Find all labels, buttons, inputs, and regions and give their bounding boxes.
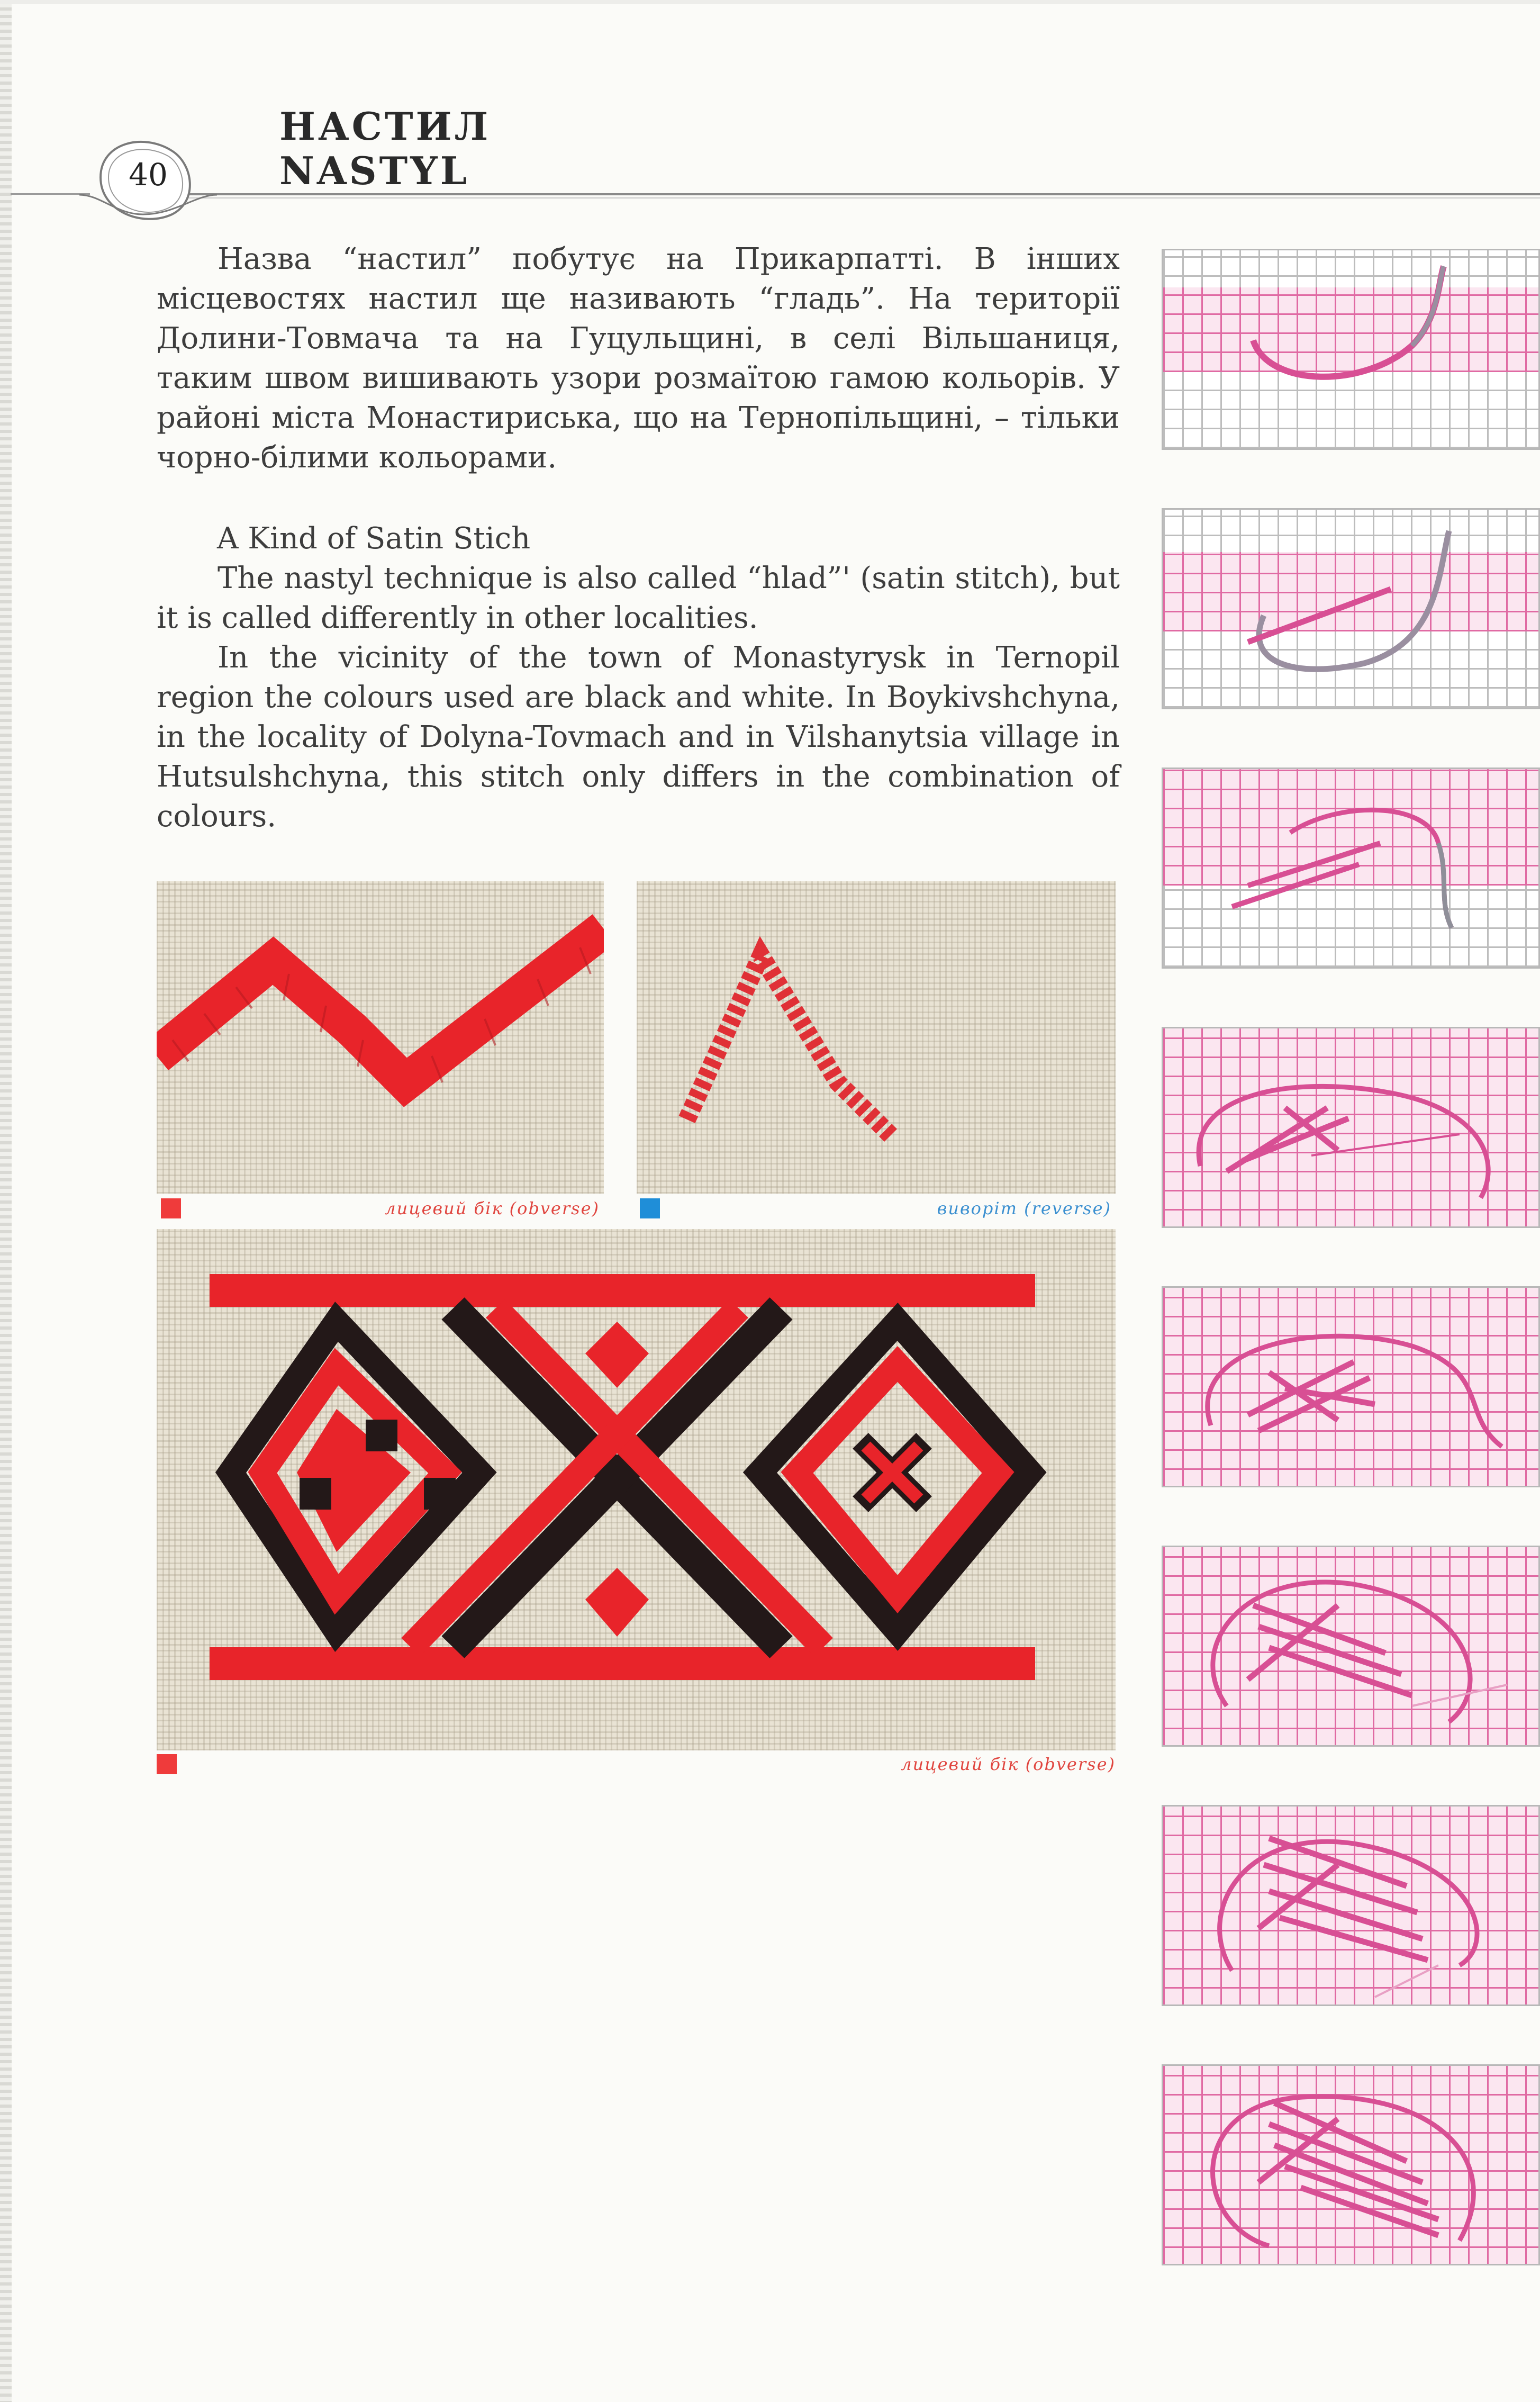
needle-step-1-icon [1163, 250, 1540, 450]
photo-reverse-zigzag [637, 881, 1116, 1194]
reverse-marker-icon [640, 1198, 660, 1218]
header-rule [188, 193, 1540, 198]
stitch-step-3 [1162, 767, 1540, 969]
page-number: 40 [129, 157, 168, 193]
stitch-step-5 [1162, 1286, 1540, 1487]
caption-obverse-bottom: лицевий бік (obverse) [901, 1754, 1116, 1774]
caption-row-obverse-top [157, 1197, 604, 1221]
english-subtitle: A Kind of Satin Stich [217, 521, 531, 556]
stitch-step-6 [1162, 1546, 1540, 1747]
english-paragraph-2: In the vicinity of the town of Monastyrysk in Ternopil region the colours used are black and white. In Boykivshchyna, in the locality of Dolyna-Tovmach and in Vilshanytsia village in Hutsulshchyna, this stitch only differs in the combination of colours. [157, 640, 1120, 834]
caption-row-reverse [637, 1197, 1116, 1221]
english-paragraph-1: The nastyl technique is also called “hlad”' (satin stitch), but it is called differently in other localities. [157, 561, 1120, 635]
stitch-step-8 [1162, 2064, 1540, 2265]
stitch-step-4 [1162, 1027, 1540, 1228]
needle-step-2-icon [1163, 510, 1540, 709]
caption-reverse: виворіт (reverse) [937, 1198, 1111, 1218]
caption-obverse-top: лицевий бік (obverse) [385, 1198, 600, 1218]
stitch-diagrams-column [1162, 249, 1540, 2340]
header-rule-left [11, 193, 90, 195]
stitch-step-2 [1162, 508, 1540, 709]
english-description [157, 558, 1120, 836]
needle-step-6-icon [1163, 1547, 1540, 1747]
obverse-marker-icon [161, 1198, 181, 1218]
stitch-step-1 [1162, 249, 1540, 450]
needle-step-7-icon [1163, 1807, 1540, 2006]
ukrainian-description [157, 239, 1120, 477]
page-title-ukrainian: НАСТИЛ [279, 104, 491, 149]
photo-obverse-pattern [157, 1229, 1116, 1750]
obverse-marker-icon [157, 1754, 177, 1774]
stitch-step-7 [1162, 1805, 1540, 2006]
needle-step-4-icon [1163, 1028, 1540, 1228]
book-binding-edge [0, 0, 12, 2402]
page-title-english: NASTYL [279, 148, 470, 193]
needle-step-3-icon [1163, 769, 1540, 969]
top-edge [0, 0, 1540, 4]
needle-step-5-icon [1163, 1288, 1540, 1487]
photo-obverse-zigzag [157, 881, 604, 1194]
needle-step-8-icon [1163, 2066, 1540, 2265]
caption-row-obverse-bottom [157, 1753, 1116, 1776]
ukrainian-paragraph: Назва “настил” побутує на Прикарпатті. В інших місцевостях настил ще називають “гладь”. На території Долини-Товмача та на Гуцульщині, в селі Вільшаниця, таким швом вишивають узори розмаїтою гамою кольорів. У районі міста Монастириська, що на Тернопільщині, – тільки чорно-білими кольорами. [157, 242, 1120, 475]
